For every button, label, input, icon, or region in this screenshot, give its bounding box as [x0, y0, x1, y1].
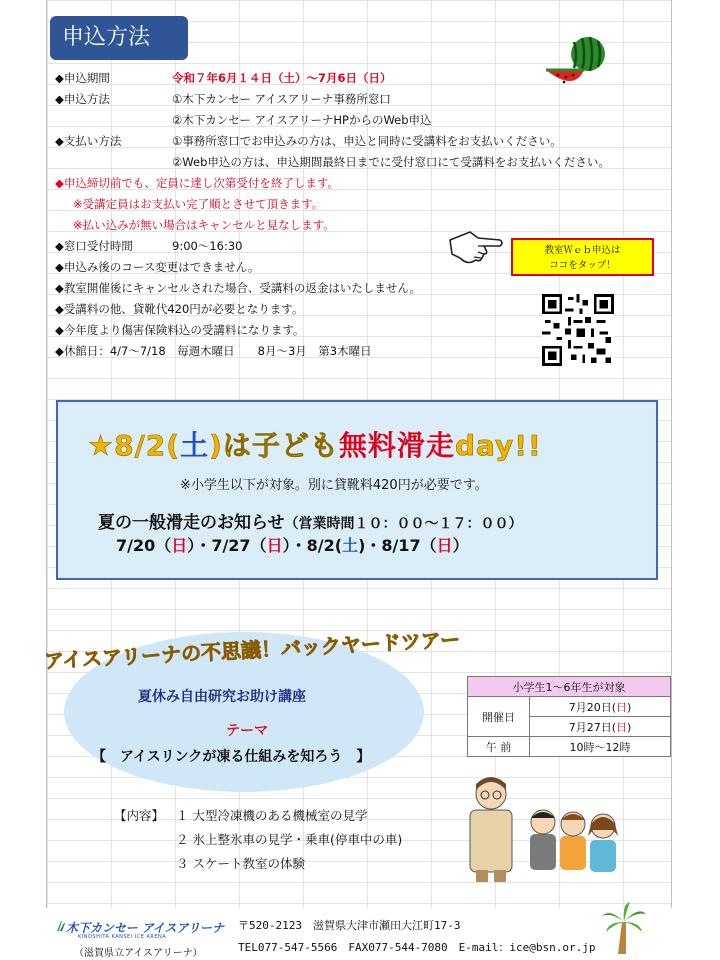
date-separator: ・ — [365, 536, 382, 555]
section-header: 申込方法 — [50, 16, 188, 60]
free-day-title — [88, 424, 542, 464]
web-apply-line1: 教室Ｗｅｂ申込は — [544, 245, 621, 256]
summer-date-weekday: 日 — [436, 536, 453, 555]
table-row — [468, 737, 671, 757]
info-label: ◆教室開催後にキャンセルされた場合、受講料の返金はいたしません。 — [55, 281, 422, 295]
info-row-method-2 — [55, 110, 655, 131]
info-row-cancel-note — [55, 215, 655, 236]
free-day-mid: )は子ども — [209, 429, 339, 462]
info-label: ◆申込み後のコース変更はできません。 — [55, 260, 260, 274]
tour-title: アイスアリーナの不思議！バックヤードツアー — [43, 627, 461, 673]
date-text: 7月20日 — [568, 700, 612, 714]
arena-logo — [56, 917, 226, 957]
info-value: ②木下カンセー アイスアリーナHPからのWeb申込 — [172, 113, 432, 127]
summer-dates — [116, 533, 469, 556]
info-label: ◆受講料の他、貸靴代420円が必要となります。 — [55, 302, 304, 316]
logo-text: 木下カンセー アイスアリーナ — [66, 921, 225, 935]
info-label: ◆今年度より傷害保険料込の受講料になります。 — [55, 323, 305, 337]
summer-date-weekday: 日 — [171, 536, 188, 555]
summer-date-weekday: 日 — [266, 536, 283, 555]
summer-hours: （営業時間１０：００～１７：００） — [284, 516, 523, 532]
logo-english-text: KINOSHITA KANSEI ICE ARENA — [78, 934, 167, 940]
content-item: ２ 氷上整氷車の見学・乗車(停車中の車) — [176, 832, 403, 847]
content-item: １ 大型冷凍機のある機械室の見学 — [176, 808, 368, 823]
info-label: ◆窓口受付時間 — [55, 239, 133, 253]
web-apply-line2: ココをタップ！ — [549, 260, 616, 271]
summer-date-item: 8/2(土) — [306, 536, 366, 555]
date-text: 7月27日 — [568, 720, 612, 734]
summer-date: 7/27 — [211, 536, 251, 555]
palm-tree-icon — [602, 902, 646, 956]
people-illustration-icon — [462, 770, 622, 884]
content-label: 【内容】 — [114, 808, 165, 823]
info-value: 令和７年6月１４日（土）～7月6日（日） — [172, 71, 392, 85]
summer-date: 7/20 — [116, 536, 156, 555]
target-cell: 小学生1～6年生が対象 — [468, 677, 671, 697]
info-label: ※受講定員はお支払い完了順とさせて頂きます。 — [73, 197, 324, 211]
info-value: 9:00～16:30 — [172, 239, 243, 253]
arena-logo-mark-icon — [56, 920, 66, 932]
info-row-payment — [55, 131, 655, 152]
table-row — [468, 697, 671, 717]
free-skate-announcement — [56, 400, 658, 580]
table-row — [468, 677, 671, 697]
info-label: ◆休館日：4/7～7/18 毎週木曜日 8月～3月 第3木曜日 — [55, 344, 372, 358]
info-value: ①木下カンセー アイスアリーナ事務所窓口 — [172, 92, 391, 106]
theme-text: 【 アイスリンクが凍る仕組みを知ろう 】 — [92, 749, 371, 765]
summer-title-text: 夏の一般滑走のお知らせ — [98, 513, 285, 533]
tour-subtitle: 夏休み自由研究お助け講座 — [138, 689, 306, 705]
date-cell: 7月20日(日) — [530, 697, 671, 717]
info-row-capacity-note — [55, 194, 655, 215]
free-day-pre: ★8/2( — [88, 429, 181, 462]
info-row-deadline-note — [55, 173, 655, 194]
logo-subtext: （滋賀県立アイスアリーナ） — [74, 948, 203, 959]
summer-skate-title — [98, 508, 523, 533]
info-value: ②Web申込の方は、申込期間最終日までに受付窓口にて受講料をお支払いください。 — [172, 155, 610, 169]
tour-schedule-table — [467, 676, 671, 757]
summer-date: 8/17 — [381, 536, 421, 555]
info-label: ◆申込方法 — [55, 92, 110, 106]
time-label-cell: 午 前 — [468, 737, 530, 757]
theme-label: テーマ — [226, 723, 268, 739]
info-label: ◆支払い方法 — [55, 134, 122, 148]
footer-address: 〒520-2123 滋賀県大津市瀬田大江町17-3 — [238, 919, 461, 932]
info-row-method — [55, 89, 655, 110]
date-label-cell: 開催日 — [468, 697, 530, 737]
info-row-period — [55, 68, 655, 89]
content-item: ３ スケート教室の体験 — [176, 856, 305, 871]
summer-date-item: 7/27（日） — [211, 536, 291, 555]
qr-code-icon[interactable] — [542, 294, 614, 366]
summer-date-item: 8/17（日） — [381, 536, 469, 555]
summer-date-item: 7/20（日） — [116, 536, 196, 555]
web-apply-button[interactable] — [511, 238, 654, 276]
footer-contact: TEL077-547-5566 FAX077-544-7080 E-mail：ice@bsn.or.jp — [238, 941, 596, 954]
free-day-post: day!! — [454, 429, 542, 462]
date-weekday: 日 — [616, 720, 627, 734]
date-cell: 7月27日(日) — [530, 717, 671, 737]
info-label: ◆申込締切前でも、定員に達し次第受付を終了します。 — [55, 176, 339, 190]
info-value: ①事務所窓口でお申込みの方は、申込と同時に受講料をお支払いください。 — [172, 134, 562, 148]
free-day-weekday: 土 — [180, 429, 210, 462]
free-day-note: ※小学生以下が対象。別に貸靴料420円が必要です。 — [180, 478, 488, 493]
pointing-hand-icon — [448, 226, 504, 266]
date-separator: ・ — [290, 536, 307, 555]
time-cell: 10時～12時 — [530, 737, 671, 757]
info-label: ※払い込みが無い場合はキャンセルと見なします。 — [73, 218, 335, 232]
summer-date-weekday: 土 — [342, 536, 359, 555]
info-row-payment-2 — [55, 152, 655, 173]
date-separator: ・ — [195, 536, 212, 555]
free-day-free: 無料滑走 — [338, 429, 455, 462]
date-weekday: 日 — [616, 700, 627, 714]
info-label: ◆申込期間 — [55, 71, 110, 85]
summer-date: 8/2 — [306, 536, 335, 555]
